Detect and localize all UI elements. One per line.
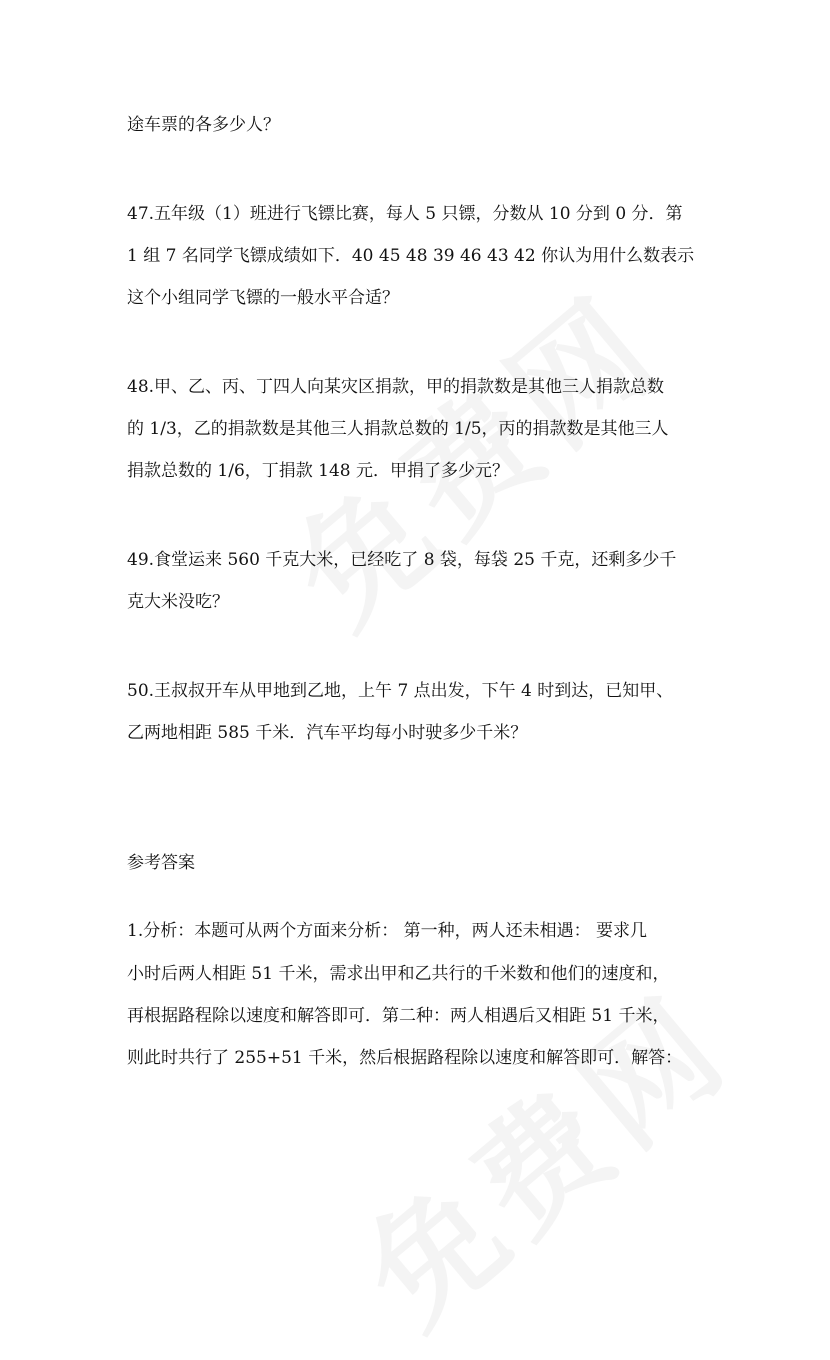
text-line-q47-1: 47.五年级（1）班进行飞镖比赛，每人 5 只镖，分数从 10 分到 0 分．第 (127, 204, 683, 224)
text-line-a1-3: 再根据路程除以速度和解答即可．第二种：两人相遇后又相距 51 千米， (127, 1006, 670, 1026)
text-line-a1-1: 1.分析：本题可从两个方面来分析： 第一种，两人还未相遇： 要求几 (127, 921, 648, 941)
text-line-q48-2: 的 1/3，乙的捐款数是其他三人捐款总数的 1/5，丙的捐款数是其他三人 (127, 419, 669, 439)
text-line-q46-end: 途车票的各多少人？ (127, 115, 280, 135)
text-line-q48-3: 捐款总数的 1/6，丁捐款 148 元．甲捐了多少元？ (127, 461, 510, 481)
text-line-a1-2: 小时后两人相距 51 千米，需求出甲和乙共行的千米数和他们的速度和， (127, 964, 670, 984)
text-line-q49-2: 克大米没吃？ (127, 592, 229, 612)
text-line-q47-3: 这个小组同学飞镖的一般水平合适？ (127, 288, 399, 308)
text-line-a1-4: 则此时共行了 255+51 千米，然后根据路程除以速度和解答即可．解答： (127, 1048, 683, 1068)
text-line-q49-1: 49.食堂运来 560 千克大米，已经吃了 8 袋，每袋 25 千克，还剩多少千 (127, 550, 677, 570)
text-line-q50-1: 50.王叔叔开车从甲地到乙地，上午 7 点出发，下午 4 时到达，已知甲、 (127, 681, 674, 701)
text-line-q47-2: 1 组 7 名同学飞镖成绩如下．40 45 48 39 46 43 42 你认为用什么数表示 (127, 246, 695, 266)
text-line-q48-1: 48.甲、乙、丙、丁四人向某灾区捐款，甲的捐款数是其他三人捐款总数 (127, 377, 665, 397)
text-line-q50-2: 乙两地相距 585 千米．汽车平均每小时驶多少千米？ (127, 723, 528, 743)
answers-heading: 参考答案 (127, 853, 195, 873)
